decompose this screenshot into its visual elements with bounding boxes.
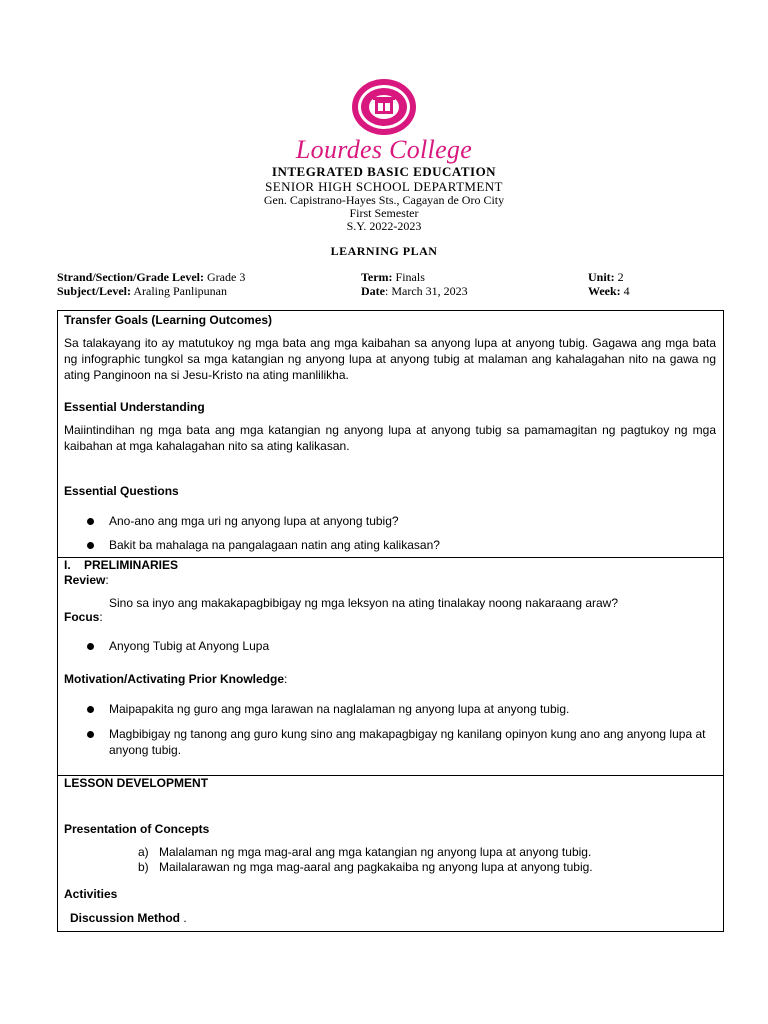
essential-understanding-heading: Essential Understanding [64, 400, 205, 414]
school-address: Gen. Capistrano-Hayes Sts., Cagayan de Oro City [263, 193, 505, 207]
week-field [588, 284, 630, 299]
motivation-field: Motivation/Activating Prior Knowledge: [64, 672, 288, 686]
discussion-method-line [70, 910, 187, 926]
document-title: LEARNING PLAN [330, 244, 438, 258]
unit-value: 2 [617, 270, 624, 284]
focus-item: Anyong Tubig at Anyong Lupa [109, 639, 270, 653]
strand-field [57, 270, 245, 285]
preliminaries-section [58, 557, 723, 775]
bullet-icon [87, 731, 94, 738]
motivation-item: Maipapakita ng guro ang mga larawan na naglalaman ng anyong lupa at anyong tubig. [109, 702, 570, 716]
department-line: INTEGRATED BASIC EDUCATION [271, 164, 497, 179]
goals-section [58, 311, 723, 557]
essential-understanding-text: Maiintindihan ng mga bata ang mga katangian ng anyong lupa at anyong tubig sa pamamagitan ng pagtukoy ng mga kaibahan at mga kahalagahan nito sa ating kalikasan. [64, 423, 716, 453]
week-label: Week: [588, 284, 621, 298]
concept-marker: b) [138, 860, 149, 874]
lesson-development-section [58, 775, 723, 931]
subject-label: Subject/Level: [57, 284, 131, 298]
essential-questions-heading: Essential Questions [64, 484, 179, 498]
transfer-goals-heading: Transfer Goals (Learning Outcomes) [64, 313, 273, 327]
bullet-icon [87, 643, 94, 650]
unit-field [588, 270, 624, 285]
school-year: S.Y. 2022-2023 [346, 219, 422, 233]
subject-field [57, 284, 227, 299]
date-field [361, 284, 468, 299]
question-item: Ano-ano ang mga uri ng anyong lupa at anyong tubig? [109, 514, 399, 528]
trailing-period: . [183, 911, 187, 925]
concept-item: Mailalarawan ng mga mag-aaral ang pagkakaiba ng anyong lupa at anyong tubig. [159, 860, 593, 874]
subject-value: Araling Panlipunan [133, 284, 227, 298]
date-value: : March 31, 2023 [385, 284, 468, 298]
lesson-development-heading: LESSON DEVELOPMENT [64, 776, 209, 790]
college-seal-logo [351, 78, 417, 136]
transfer-goals-text: Sa talakayang ito ay matutukoy ng mga bata ang mga kaibahan sa anyong lupa at anyong tubig. Gagawa ang mga bata ng infographic tungkol sa mga katangian ng anyong lupa at anyong tubig at malaman ang kahalagahan nito na gawa ng ating Panginoon na si Jesu-Kristo na ating manlilikha. [64, 336, 716, 382]
division-line: SENIOR HIGH SCHOOL DEPARTMENT [265, 179, 503, 194]
learning-plan-table [57, 310, 724, 932]
term-value: Finals [395, 270, 425, 284]
review-label: Review [64, 573, 106, 587]
bullet-icon [87, 518, 94, 525]
concept-marker: a) [138, 845, 149, 859]
strand-label: Strand/Section/Grade Level: [57, 270, 204, 284]
strand-value: Grade 3 [207, 270, 246, 284]
question-item: Bakit ba mahalaga na pangalagaan natin ang ating kalikasan? [109, 538, 440, 552]
preliminaries-heading: PRELIMINARIES [84, 558, 179, 572]
presentation-heading: Presentation of Concepts [64, 822, 210, 836]
motivation-item: Magbibigay ng tanong ang guro kung sino ang makapagbigay ng kanilang opinyon kung ano ang anyong lupa at anyong tubig. [109, 727, 706, 757]
bullet-icon [87, 706, 94, 713]
motivation-label: Motivation/Activating Prior Knowledge [64, 672, 285, 686]
focus-field: Focus: [64, 610, 103, 624]
term-field [361, 270, 425, 285]
review-text: Sino sa inyo ang makakapagbibigay ng mga leksyon na ating tinalakay noong nakaraang araw? [109, 596, 619, 610]
term-label: Term: [361, 270, 393, 284]
concept-item: Malalaman ng mga mag-aral ang mga katangian ng anyong lupa at anyong tubig. [159, 845, 592, 859]
review-field: Review: [64, 573, 109, 587]
focus-label: Focus [64, 610, 100, 624]
school-name: Lourdes College [295, 135, 473, 164]
activities-heading: Activities [64, 887, 118, 901]
unit-label: Unit: [588, 270, 615, 284]
preliminaries-number: I. [64, 558, 71, 572]
semester: First Semester [349, 206, 419, 220]
bullet-icon [87, 542, 94, 549]
discussion-method: Discussion Method [70, 911, 181, 925]
date-label: Date [361, 284, 385, 298]
week-value: 4 [623, 284, 630, 298]
